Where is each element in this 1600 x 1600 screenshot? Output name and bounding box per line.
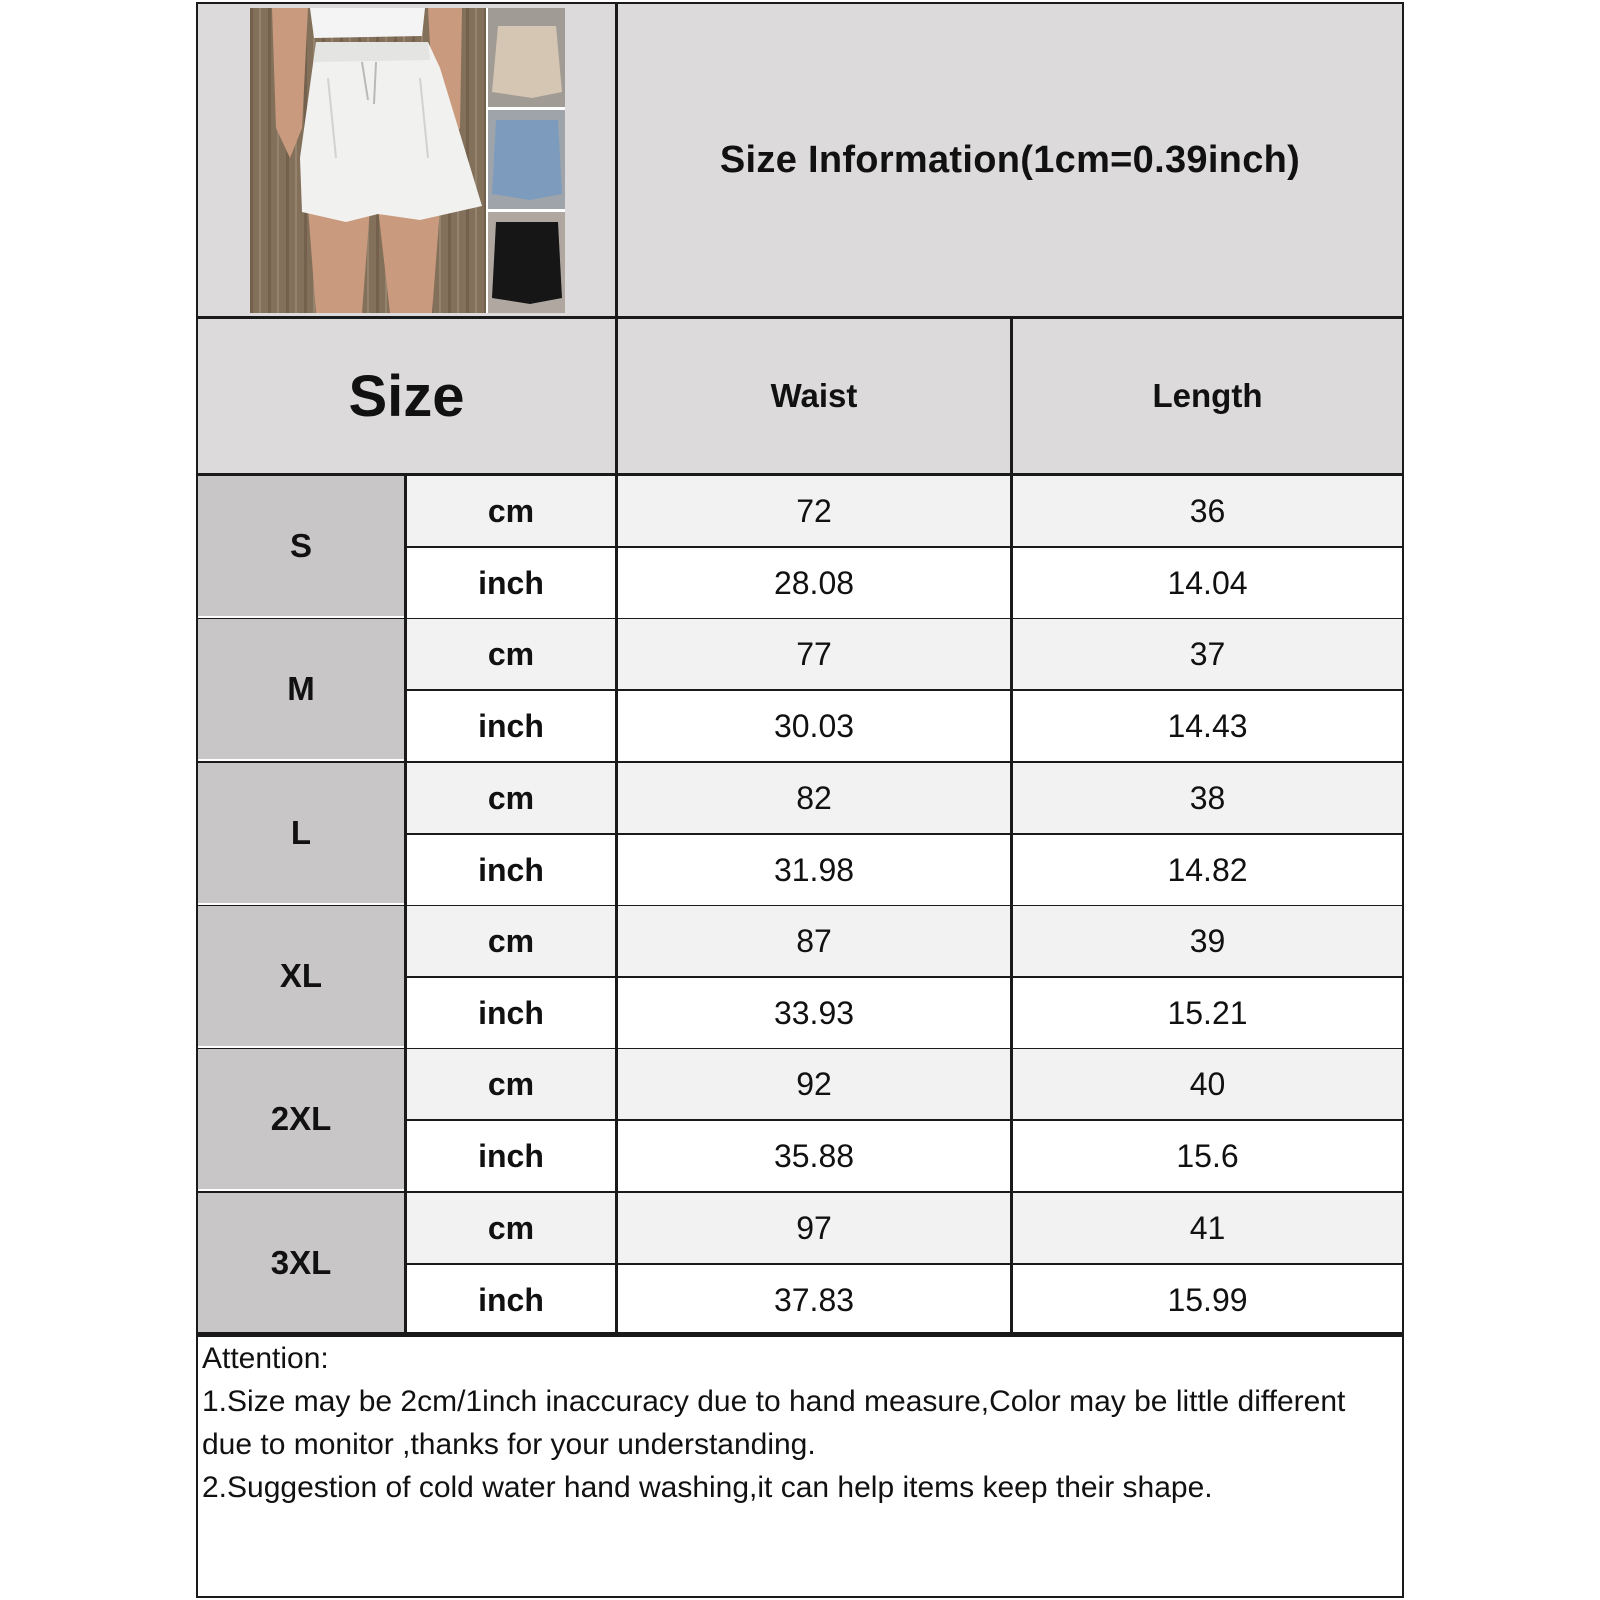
- unit-cell: [407, 763, 615, 833]
- unit-label: cm: [487, 635, 535, 672]
- size-cell: [198, 476, 404, 616]
- size-label: 2XL: [270, 1100, 332, 1137]
- size-header: Size: [348, 363, 465, 429]
- length-value-cell: [1013, 1265, 1402, 1335]
- waist-value: 92: [796, 1065, 832, 1102]
- size-header-cell: [198, 319, 615, 473]
- length-value: 38: [1189, 779, 1226, 816]
- divider: [615, 4, 618, 1335]
- waist-value-cell: [618, 619, 1010, 689]
- length-value: 37: [1189, 635, 1226, 672]
- waist-value-cell: [618, 476, 1010, 546]
- length-value-cell: [1013, 1193, 1402, 1263]
- waist-value: 31.98: [773, 851, 855, 888]
- waist-value-cell: [618, 835, 1010, 905]
- waist-value-cell: [618, 763, 1010, 833]
- length-value: 36: [1189, 492, 1226, 529]
- length-value: 40: [1189, 1065, 1226, 1102]
- unit-cell: [407, 978, 615, 1048]
- length-value-cell: [1013, 763, 1402, 833]
- waist-value: 77: [796, 635, 832, 672]
- waist-value-cell: [618, 978, 1010, 1048]
- length-header: Length: [1152, 377, 1263, 414]
- length-value-cell: [1013, 978, 1402, 1048]
- size-cell: [198, 1193, 404, 1333]
- waist-value: 82: [796, 779, 832, 816]
- waist-value: 72: [796, 492, 832, 529]
- waist-value: 35.88: [773, 1137, 855, 1174]
- unit-label: cm: [487, 1209, 535, 1246]
- unit-label: inch: [478, 707, 544, 744]
- unit-cell: [407, 1121, 615, 1191]
- size-label: M: [287, 670, 315, 707]
- unit-label: inch: [478, 564, 544, 601]
- waist-value: 28.08: [773, 564, 855, 601]
- attention-note-2: 2.Suggestion of cold water hand washing,it can help items keep their shape.: [202, 1471, 1213, 1504]
- unit-label: inch: [478, 1137, 544, 1174]
- unit-cell: [407, 906, 615, 976]
- unit-cell: [407, 835, 615, 905]
- size-cell: [198, 906, 404, 1046]
- length-value: 15.21: [1167, 994, 1248, 1031]
- unit-label: cm: [487, 779, 535, 816]
- length-value-cell: [1013, 906, 1402, 976]
- waist-header: Waist: [770, 377, 858, 414]
- size-label: S: [289, 527, 312, 564]
- size-label: XL: [279, 957, 323, 994]
- waist-value-cell: [618, 1265, 1010, 1335]
- size-chart: [196, 2, 1404, 1598]
- waist-header-cell: [618, 319, 1010, 473]
- divider: [1010, 316, 1013, 1335]
- length-value-cell: [1013, 476, 1402, 546]
- waist-value: 97: [796, 1209, 832, 1246]
- waist-value: 33.93: [773, 994, 855, 1031]
- length-value: 15.99: [1167, 1281, 1248, 1318]
- unit-label: cm: [487, 922, 535, 959]
- waist-value-cell: [618, 691, 1010, 761]
- waist-value-cell: [618, 1049, 1010, 1119]
- unit-label: cm: [487, 492, 535, 529]
- size-cell: [198, 619, 404, 759]
- divider: [198, 316, 1402, 319]
- size-label: 3XL: [270, 1244, 332, 1281]
- length-value-cell: [1013, 619, 1402, 689]
- length-header-cell: [1013, 319, 1402, 473]
- length-value-cell: [1013, 835, 1402, 905]
- page-title: Size Information(1cm=0.39inch): [719, 138, 1301, 181]
- divider: [198, 473, 1402, 476]
- attention-notes: [202, 1337, 1392, 1509]
- size-label: L: [290, 814, 312, 851]
- attention-heading: Attention:: [202, 1342, 329, 1375]
- unit-label: inch: [478, 994, 544, 1031]
- unit-cell: [407, 691, 615, 761]
- waist-value: 87: [796, 922, 832, 959]
- unit-cell: [407, 1049, 615, 1119]
- attention-note-1: 1.Size may be 2cm/1inch inaccuracy due to hand measure,Color may be little different due to monitor ,thanks for your understanding.: [202, 1385, 1354, 1461]
- unit-cell: [407, 476, 615, 546]
- waist-value-cell: [618, 906, 1010, 976]
- waist-value: 30.03: [773, 707, 855, 744]
- unit-cell: [407, 1265, 615, 1335]
- waist-value-cell: [618, 1193, 1010, 1263]
- size-cell: [198, 763, 404, 903]
- waist-value-cell: [618, 1121, 1010, 1191]
- unit-cell: [407, 1193, 615, 1263]
- title-cell: [618, 4, 1402, 316]
- waist-value: 37.83: [773, 1281, 855, 1318]
- length-value: 41: [1189, 1209, 1226, 1246]
- length-value-cell: [1013, 1121, 1402, 1191]
- length-value-cell: [1013, 691, 1402, 761]
- length-value-cell: [1013, 548, 1402, 618]
- unit-cell: [407, 619, 615, 689]
- length-value: 15.6: [1176, 1137, 1239, 1174]
- product-photo: [250, 8, 565, 313]
- length-value: 14.82: [1167, 851, 1248, 888]
- length-value: 39: [1189, 922, 1226, 959]
- unit-label: inch: [478, 851, 544, 888]
- unit-label: inch: [478, 1281, 544, 1318]
- divider: [198, 1332, 1402, 1335]
- unit-label: cm: [487, 1065, 535, 1102]
- unit-cell: [407, 548, 615, 618]
- length-value: 14.43: [1167, 707, 1248, 744]
- waist-value-cell: [618, 548, 1010, 618]
- size-cell: [198, 1049, 404, 1189]
- divider: [404, 473, 407, 1335]
- length-value: 14.04: [1167, 564, 1248, 601]
- length-value-cell: [1013, 1049, 1402, 1119]
